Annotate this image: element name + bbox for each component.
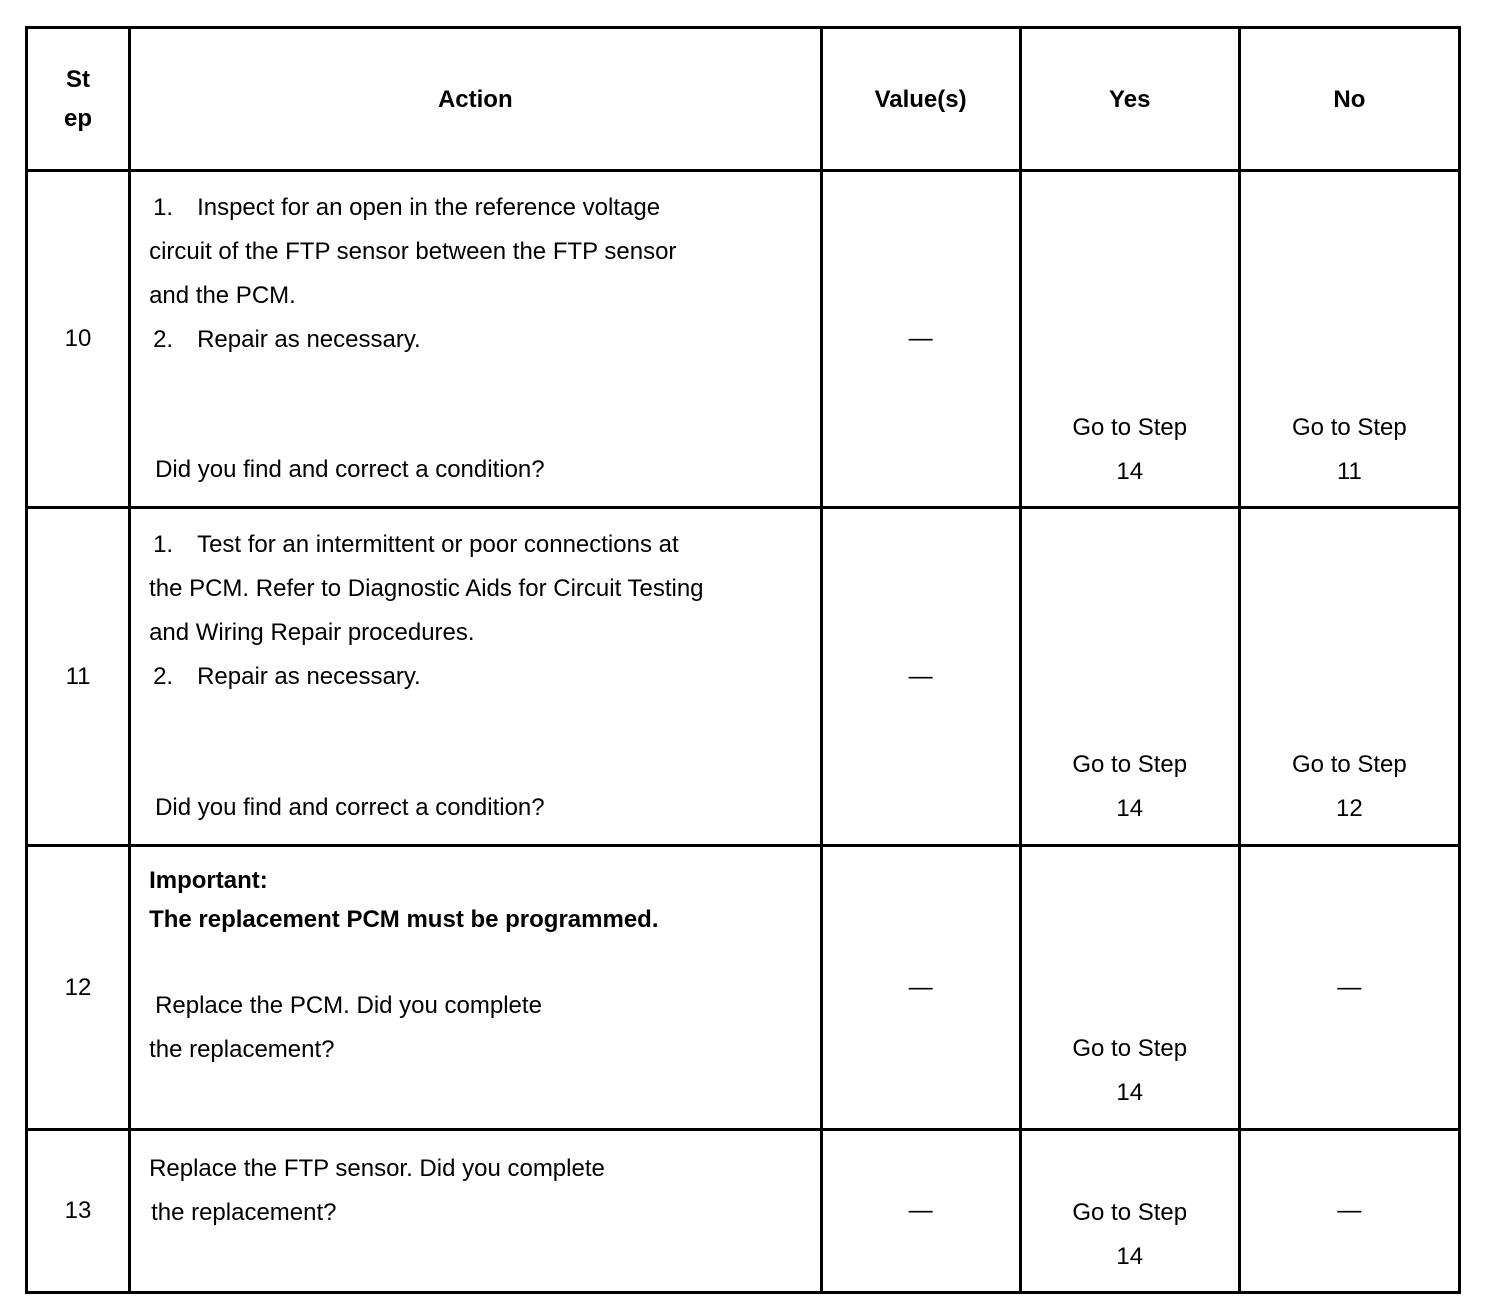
table-row	[27, 846, 1460, 1130]
header-values: Value(s)	[821, 28, 1020, 171]
action-item-cont: and Wiring Repair procedures.	[149, 619, 475, 646]
table-row	[27, 171, 1460, 508]
action-item: 1. Test for an intermittent or poor connections at	[153, 531, 679, 558]
action-item-cont: and the PCM.	[149, 282, 296, 309]
no-cell: —	[1239, 1130, 1459, 1293]
action-item-cont: the PCM. Refer to Diagnostic Aids for Circuit Testing	[149, 575, 704, 602]
table-row	[27, 508, 1460, 846]
diagnostic-table	[25, 26, 1461, 1294]
action-cell	[130, 1130, 821, 1293]
action-cell	[130, 846, 821, 1130]
step-number: 10	[27, 171, 130, 508]
header-yes: Yes	[1020, 28, 1239, 171]
table-row	[27, 1130, 1460, 1293]
step-number: 12	[27, 846, 130, 1130]
header-no: No	[1239, 28, 1459, 171]
action-item: 2. Repair as necessary.	[153, 326, 421, 353]
no-cell	[1239, 508, 1459, 846]
action-cell	[130, 508, 821, 846]
action-text: Replace the PCM. Did you complete	[155, 992, 542, 1019]
action-text: the replacement?	[151, 1199, 337, 1226]
value-cell: —	[821, 846, 1020, 1130]
yes-cell	[1020, 846, 1239, 1130]
no-cell: —	[1239, 846, 1459, 1130]
action-item: 1. Inspect for an open in the reference voltage	[153, 194, 661, 221]
no-goto: Go to Step 11	[1292, 414, 1407, 485]
header-step-line2: ep	[64, 105, 93, 132]
question-text: Did you find and correct a condition?	[155, 456, 545, 483]
yes-goto: Go to Step 14	[1072, 1035, 1188, 1106]
no-goto: Go to Step 12	[1292, 751, 1407, 822]
header-row	[27, 28, 1460, 171]
action-text: the replacement?	[149, 1036, 335, 1063]
header-step-line1: St	[66, 66, 91, 93]
yes-goto: Go to Step 14	[1072, 751, 1188, 822]
yes-cell	[1020, 1130, 1239, 1293]
step-number: 11	[27, 508, 130, 846]
important-label: Important:	[149, 867, 268, 894]
yes-goto: Go to Step 14	[1072, 1199, 1188, 1270]
action-cell	[130, 171, 821, 508]
yes-cell	[1020, 508, 1239, 846]
value-cell: —	[821, 508, 1020, 846]
action-text: Replace the FTP sensor. Did you complete	[149, 1155, 605, 1182]
important-text: The replacement PCM must be programmed.	[149, 906, 659, 933]
yes-cell	[1020, 171, 1239, 508]
header-action: Action	[130, 28, 821, 171]
action-item: 2. Repair as necessary.	[153, 663, 421, 690]
no-cell	[1239, 171, 1459, 508]
value-cell: —	[821, 1130, 1020, 1293]
question-text: Did you find and correct a condition?	[155, 794, 545, 821]
step-number: 13	[27, 1130, 130, 1293]
action-item-cont: circuit of the FTP sensor between the FTP sensor	[149, 238, 677, 265]
yes-goto: Go to Step 14	[1072, 414, 1188, 485]
value-cell: —	[821, 171, 1020, 508]
header-step	[27, 28, 130, 171]
